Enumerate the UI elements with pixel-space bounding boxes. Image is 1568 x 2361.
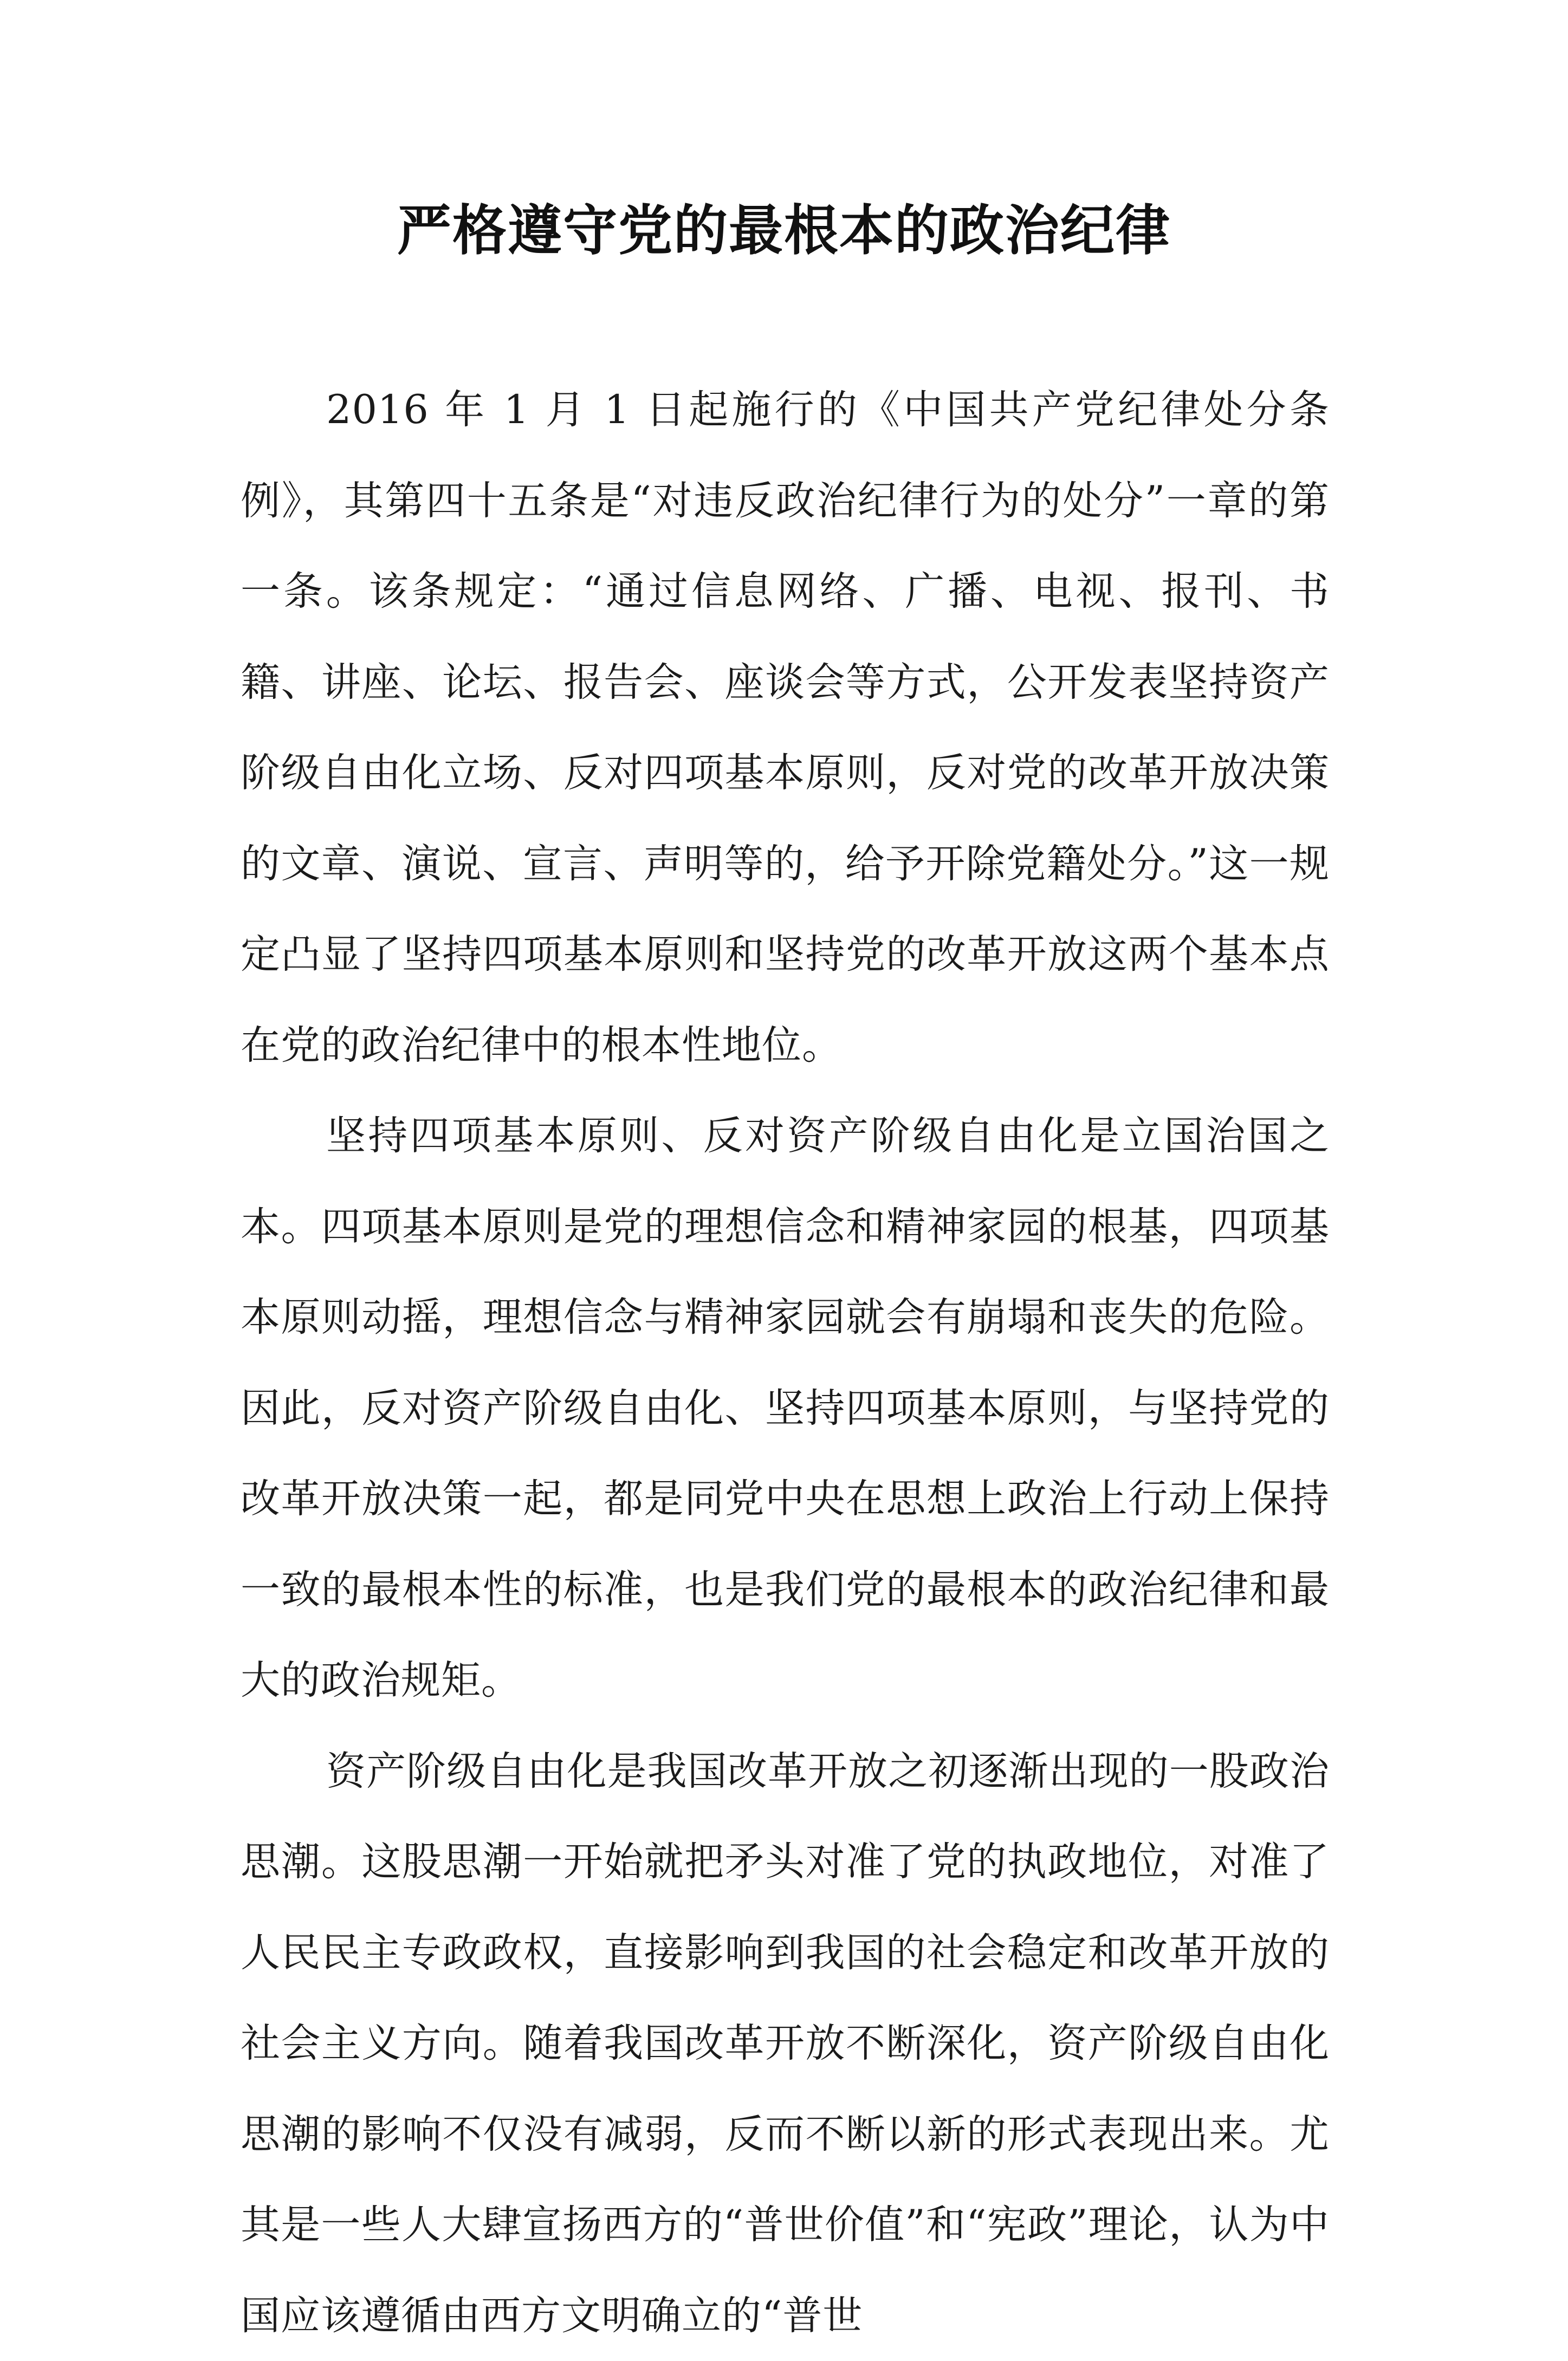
document-title: 严格遵守党的最根本的政治纪律: [0, 192, 1568, 268]
paragraph-1: 2016 年 1 月 1 日起施行的《中国共产党纪律处分条例》，其第四十五条是“对违反政治纪律行为的处分”一章的第一条。该条规定：“通过信息网络、广播、电视、报刊、书籍、讲座、论坛、报告会、座谈会等方式，公开发表坚持资产阶级自由化立场、反对四项基本原则，反对党的改革开放决策的文章、演说、宣言、声明等的，给予开除党籍处分。”这一规定凸显了坚持四项基本原则和坚持党的改革开放这两个基本点在党的政治纪律中的根本性地位。: [241, 365, 1330, 1091]
document-body: [241, 365, 1330, 2361]
paragraph-3: 资产阶级自由化是我国改革开放之初逐渐出现的一股政治思潮。这股思潮一开始就把矛头对准了党的执政地位，对准了人民民主专政政权，直接影响到我国的社会稳定和改革开放的社会主义方向。随着我国改革开放不断深化，资产阶级自由化思潮的影响不仅没有减弱，反而不断以新的形式表现出来。尤其是一些人大肆宣扬西方的“普世价值”和“宪政”理论，认为中国应该遵循由西方文明确立的“普世: [241, 1726, 1330, 2361]
paragraph-2: 坚持四项基本原则、反对资产阶级自由化是立国治国之本。四项基本原则是党的理想信念和精神家园的根基，四项基本原则动摇，理想信念与精神家园就会有崩塌和丧失的危险。因此，反对资产阶级自由化、坚持四项基本原则，与坚持党的改革开放决策一起，都是同党中央在思想上政治上行动上保持一致的最根本性的标准，也是我们党的最根本的政治纪律和最大的政治规矩。: [241, 1091, 1330, 1726]
